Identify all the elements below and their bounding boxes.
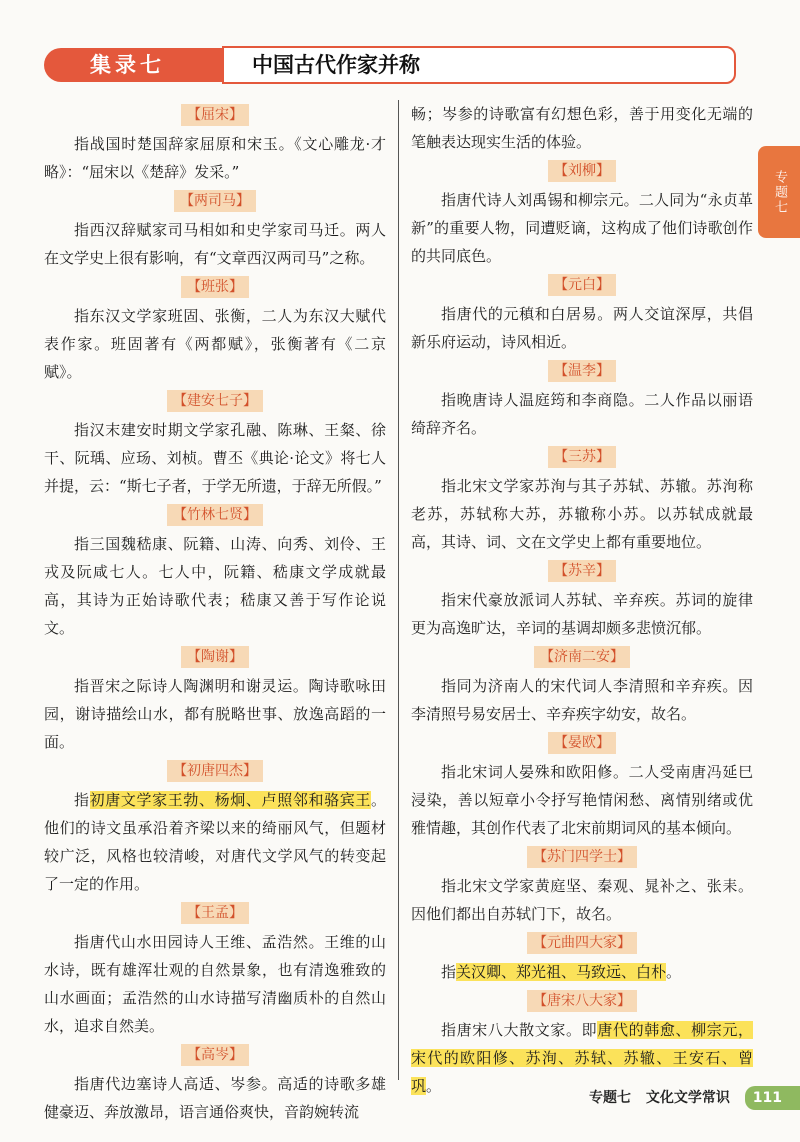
footer-section: 专题七 (589, 1090, 632, 1106)
entry-heading-label: 【班张】 (181, 276, 249, 298)
side-tab[interactable]: 专题七 (758, 146, 800, 238)
highlighted-text: 关汉卿、郑光祖、马致远、白朴 (456, 963, 667, 981)
entry-text: 。他们的诗文虽承沿着齐梁以来的绮丽风气，但题材较广泛，风格也较清峻，对唐代文学风气的转变起了一定的作用。 (44, 791, 386, 893)
entry-body: 指三国魏嵇康、阮籍、山涛、向秀、刘伶、王戎及阮咸七人。七人中，阮籍、嵇康文学成就最高，其诗为正始诗歌代表；嵇康又善于写作论说文。 (44, 535, 386, 637)
entry-heading-label: 【王孟】 (181, 902, 249, 924)
entry-heading (411, 732, 753, 754)
entry-heading (411, 560, 753, 582)
entry-body: 畅；岑参的诗歌富有幻想色彩，善于用变化无端的笔触表达现实生活的体验。 (411, 105, 753, 151)
entry-text: 。 (426, 1077, 442, 1095)
entry-heading (411, 990, 753, 1012)
entry-body: 指战国时楚国辞家屈原和宋玉。《文心雕龙·才略》：“屈宋以《楚辞》发采。” (44, 135, 386, 181)
entry-heading (411, 646, 753, 668)
entry-body: 指唐代边塞诗人高适、岑参。高适的诗歌多雄健豪迈、奔放激昂，语言通俗爽快，音韵婉转流 (44, 1075, 386, 1121)
entry-heading-label: 【屈宋】 (181, 104, 249, 126)
entry-heading (44, 902, 386, 924)
entry-heading (44, 1044, 386, 1066)
entry-heading (411, 274, 753, 296)
right-column (411, 100, 753, 1100)
entry-heading-label: 【济南二安】 (534, 646, 630, 668)
entry-body (44, 786, 386, 898)
entry-body: 指北宋文学家苏洵与其子苏轼、苏辙。苏洵称老苏，苏轼称大苏，苏辙称小苏。以苏轼成就最高，其诗、词、文在文学史上都有重要地位。 (411, 477, 753, 551)
entry-heading (44, 646, 386, 668)
entry-heading (44, 504, 386, 526)
entry-body: 指晚唐诗人温庭筠和李商隐。二人作品以丽语绮辞齐名。 (411, 391, 753, 437)
entry-heading (411, 932, 753, 954)
entry-body: 指宋代豪放派词人苏轼、辛弃疾。苏词的旋律更为高逸旷达，辛词的基调却颇多悲愤沉郁。 (411, 591, 753, 637)
entry-heading-label: 【三苏】 (548, 446, 616, 468)
entry-body (411, 958, 753, 986)
left-column (44, 100, 386, 1126)
entry-heading-label: 【两司马】 (174, 190, 256, 212)
entry-heading (44, 760, 386, 782)
entry-body: 指北宋词人晏殊和欧阳修。二人受南唐冯延巳浸染，善以短章小令抒写艳情闲愁、离情别绪或优雅情趣，其创作代表了北宋前期词风的基本倾向。 (411, 763, 753, 837)
entry-heading-label: 【元白】 (548, 274, 616, 296)
entry-heading-label: 【竹林七贤】 (167, 504, 263, 526)
entry-body: 指西汉辞赋家司马相如和史学家司马迁。两人在文学史上很有影响，有“文章西汉两司马”之称。 (44, 221, 386, 267)
entry-body: 指唐代的元稹和白居易。两人交谊深厚，共倡新乐府运动，诗风相近。 (411, 305, 753, 351)
entry-body: 指晋宋之际诗人陶渊明和谢灵运。陶诗歌咏田园，谢诗描绘山水，都有脱略世事、放逸高蹈的一面。 (44, 677, 386, 751)
entry-heading (44, 276, 386, 298)
entry-body: 指唐代诗人刘禹锡和柳宗元。二人同为“永贞革新”的重要人物，同遭贬谪，这构成了他们诗歌创作的共同底色。 (411, 191, 753, 265)
entry-body: 指汉末建安时期文学家孔融、陈琳、王粲、徐干、阮瑀、应玚、刘桢。曹丕《典论·论文》将七人并提，云：“斯七子者，于学无所遗，于辞无所假。” (44, 421, 386, 495)
entry-text: 。 (666, 963, 682, 981)
entry-body: 指东汉文学家班固、张衡，二人为东汉大赋代表作家。班固著有《两都赋》，张衡著有《二京赋》。 (44, 307, 386, 381)
entry-heading-label: 【唐宋八大家】 (527, 990, 637, 1012)
entry-heading-label: 【晏欧】 (548, 732, 616, 754)
entry-heading (44, 190, 386, 212)
entry-heading-label: 【温李】 (548, 360, 616, 382)
entry-body: 指北宋文学家黄庭坚、秦观、晁补之、张耒。因他们都出自苏轼门下，故名。 (411, 877, 753, 923)
highlighted-text: 初唐文学家王勃、杨炯、卢照邻和骆宾王 (89, 791, 371, 809)
entry-heading-label: 【苏辛】 (548, 560, 616, 582)
highlighted-text: 唐代的韩愈、柳宗元，宋代的欧阳修、苏洵、苏轼、苏辙、王安石、曾巩 (411, 1021, 753, 1095)
entry-heading (44, 390, 386, 412)
page-number: 111 (745, 1086, 800, 1110)
entry-heading-label: 【高岑】 (181, 1044, 249, 1066)
page-title: 中国古代作家并称 (222, 46, 736, 84)
entry-heading (411, 446, 753, 468)
entry-heading-label: 【苏门四学士】 (527, 846, 637, 868)
entry-heading (411, 846, 753, 868)
entry-heading (44, 104, 386, 126)
top-edge (320, 0, 480, 6)
entry-body: 指唐代山水田园诗人王维、孟浩然。王维的山水诗，既有雄浑壮观的自然景象，也有清逸雅致的山水画面；孟浩然的山水诗描写清幽质朴的自然山水，追求自然美。 (44, 933, 386, 1035)
entry-body: 指同为济南人的宋代词人李清照和辛弃疾。因李清照号易安居士、辛弃疾字幼安，故名。 (411, 677, 753, 723)
page-footer (589, 1086, 800, 1110)
entry-text: 指唐宋八大散文家。即 (441, 1021, 598, 1039)
entry-heading-label: 【刘柳】 (548, 160, 616, 182)
entry-text: 指 (74, 791, 90, 809)
entry-heading-label: 【建安七子】 (167, 390, 263, 412)
entry-text: 指 (441, 963, 457, 981)
entry-heading (411, 160, 753, 182)
entry-heading-label: 【元曲四大家】 (527, 932, 637, 954)
entry-heading (411, 360, 753, 382)
footer-subject: 文化文学常识 (645, 1090, 730, 1106)
section-label: 集录七 (44, 48, 234, 82)
entry-heading-label: 【初唐四杰】 (167, 760, 263, 782)
entry-heading-label: 【陶谢】 (181, 646, 249, 668)
column-divider (398, 100, 399, 1080)
